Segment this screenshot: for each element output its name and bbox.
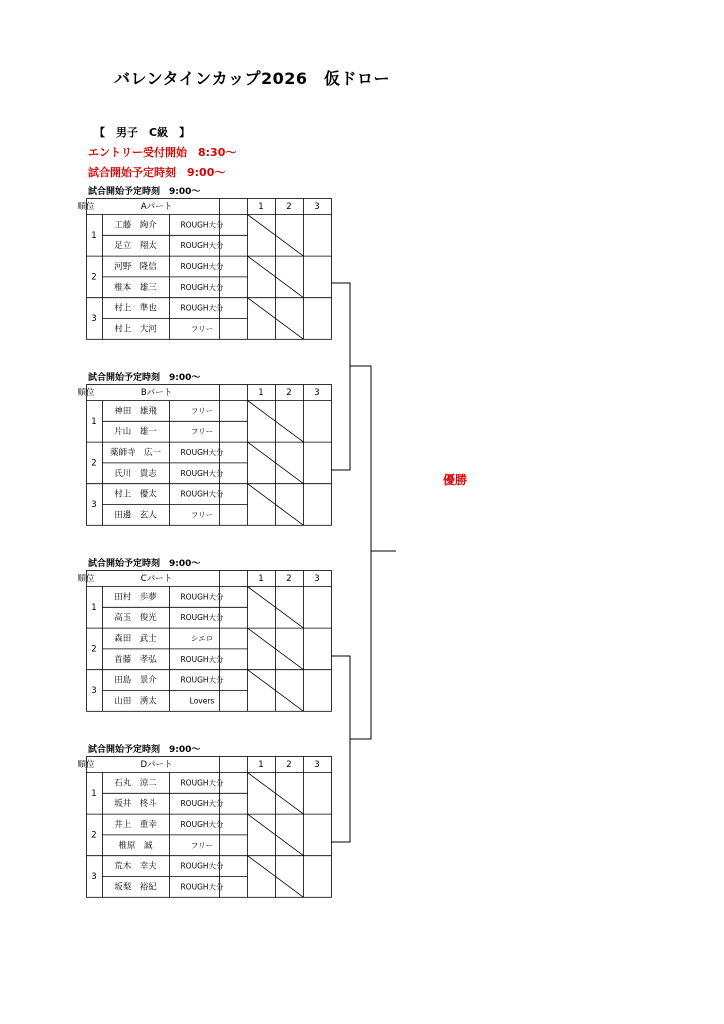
team-number: 2 xyxy=(91,458,97,469)
player-name: 薬師寺 広一 xyxy=(109,448,162,458)
part-label: Aパート xyxy=(140,202,173,212)
player-club: フリー xyxy=(190,324,214,334)
player-club: ROUGH大分 xyxy=(180,303,224,313)
player-club: フリー xyxy=(190,510,214,520)
team-number: 3 xyxy=(91,686,97,696)
column-header: 2 xyxy=(286,388,292,398)
player-name: 首藤 孝弘 xyxy=(114,654,157,665)
column-header: 順位 xyxy=(77,388,95,398)
team-number: 2 xyxy=(91,830,97,841)
column-header: 順位 xyxy=(77,202,95,212)
team-number: 3 xyxy=(91,314,97,324)
column-header: 2 xyxy=(286,574,292,584)
player-name: 片山 雄一 xyxy=(114,427,157,438)
team-number: 1 xyxy=(91,602,97,613)
winner-label: 優勝 xyxy=(443,473,468,487)
player-name: 田村 歩夢 xyxy=(114,592,157,603)
player-club: ROUGH大分 xyxy=(180,613,224,623)
player-name: 神田 雄飛 xyxy=(114,406,157,417)
column-header: 1 xyxy=(258,388,264,398)
player-name: 荒木 幸夫 xyxy=(114,861,157,872)
player-club: ROUGH大分 xyxy=(180,861,224,871)
column-header: 2 xyxy=(286,760,292,770)
player-club: ROUGH大分 xyxy=(180,799,224,809)
block-start-time: 試合開始予定時刻 9:00〜 xyxy=(88,559,201,569)
player-name: 足立 翔太 xyxy=(114,241,157,252)
entry-time-notice: エントリー受付開始 8:30〜 xyxy=(88,146,237,159)
team-number: 1 xyxy=(91,416,97,427)
column-header: 3 xyxy=(314,202,320,212)
player-club: ROUGH大分 xyxy=(180,448,224,457)
column-header: 1 xyxy=(258,574,264,584)
bracket-line-ab xyxy=(350,366,371,551)
page-title: バレンタインカップ2026 仮ドロー xyxy=(114,69,391,88)
player-club: フリー xyxy=(190,406,214,416)
column-header: 3 xyxy=(314,760,320,770)
part-label: Dパート xyxy=(140,760,173,770)
block-start-time: 試合開始予定時刻 9:00〜 xyxy=(88,373,201,383)
player-name: 森田 武士 xyxy=(114,634,157,644)
category-label: 【 男子 C級 】 xyxy=(94,126,191,139)
player-name: 村上 優太 xyxy=(114,489,157,500)
player-club: ROUGH大分 xyxy=(180,675,224,685)
column-header: 2 xyxy=(286,202,292,212)
column-header: 3 xyxy=(314,574,320,584)
player-name: 河野 隆信 xyxy=(114,262,157,272)
player-name: 井上 重幸 xyxy=(114,820,157,830)
player-club: フリー xyxy=(190,840,214,850)
block-start-time: 試合開始予定時刻 9:00〜 xyxy=(88,745,201,755)
player-name: 坂梨 裕紀 xyxy=(114,882,157,893)
player-club: ROUGH大分 xyxy=(180,241,224,251)
player-name: 石丸 涼二 xyxy=(114,778,157,789)
player-name: 田邊 玄人 xyxy=(114,510,157,521)
player-name: 氏川 貴志 xyxy=(114,468,157,479)
team-number: 1 xyxy=(91,230,97,241)
bracket-line-c xyxy=(331,656,350,842)
team-number: 3 xyxy=(91,872,97,882)
player-name: 村上 大河 xyxy=(114,324,157,335)
bracket-line-a xyxy=(331,283,350,470)
player-club: ROUGH大分 xyxy=(180,882,224,892)
player-club: ROUGH大分 xyxy=(180,262,224,271)
part-label: Cパート xyxy=(140,574,173,584)
player-club: ROUGH大分 xyxy=(180,489,224,499)
player-club: ROUGH大分 xyxy=(180,820,224,829)
player-name: 村上 準也 xyxy=(114,303,157,314)
column-header: 1 xyxy=(258,202,264,212)
part-label: Bパート xyxy=(140,388,173,398)
player-club: ROUGH大分 xyxy=(180,778,224,788)
block-start-time: 試合開始予定時刻 9:00〜 xyxy=(88,187,201,197)
player-club: ROUGH大分 xyxy=(180,468,224,478)
start-time-notice: 試合開始予定時刻 9:00〜 xyxy=(88,166,226,179)
team-number: 1 xyxy=(91,788,97,799)
player-name: 椎原 誠 xyxy=(118,840,153,851)
column-header: 順位 xyxy=(77,760,95,770)
team-number: 3 xyxy=(91,500,97,510)
player-club: シエロ xyxy=(190,634,214,643)
player-club: ROUGH大分 xyxy=(180,282,224,292)
player-name: 田島 景介 xyxy=(114,675,157,686)
column-header: 1 xyxy=(258,760,264,770)
player-name: 高玉 俊光 xyxy=(114,613,157,624)
player-club: Lovers xyxy=(189,696,215,706)
player-club: フリー xyxy=(190,427,214,437)
player-club: ROUGH大分 xyxy=(180,592,224,602)
bracket-line-cd xyxy=(350,551,371,739)
player-club: ROUGH大分 xyxy=(180,220,224,230)
team-number: 2 xyxy=(91,272,97,283)
player-name: 椎本 雄三 xyxy=(114,282,157,293)
player-club: ROUGH大分 xyxy=(180,654,224,664)
player-name: 坂井 柊斗 xyxy=(114,799,157,810)
column-header: 3 xyxy=(314,388,320,398)
player-name: 山田 湧太 xyxy=(114,696,157,707)
player-name: 工藤 絢介 xyxy=(114,220,157,231)
column-header: 順位 xyxy=(77,574,95,584)
team-number: 2 xyxy=(91,644,97,655)
